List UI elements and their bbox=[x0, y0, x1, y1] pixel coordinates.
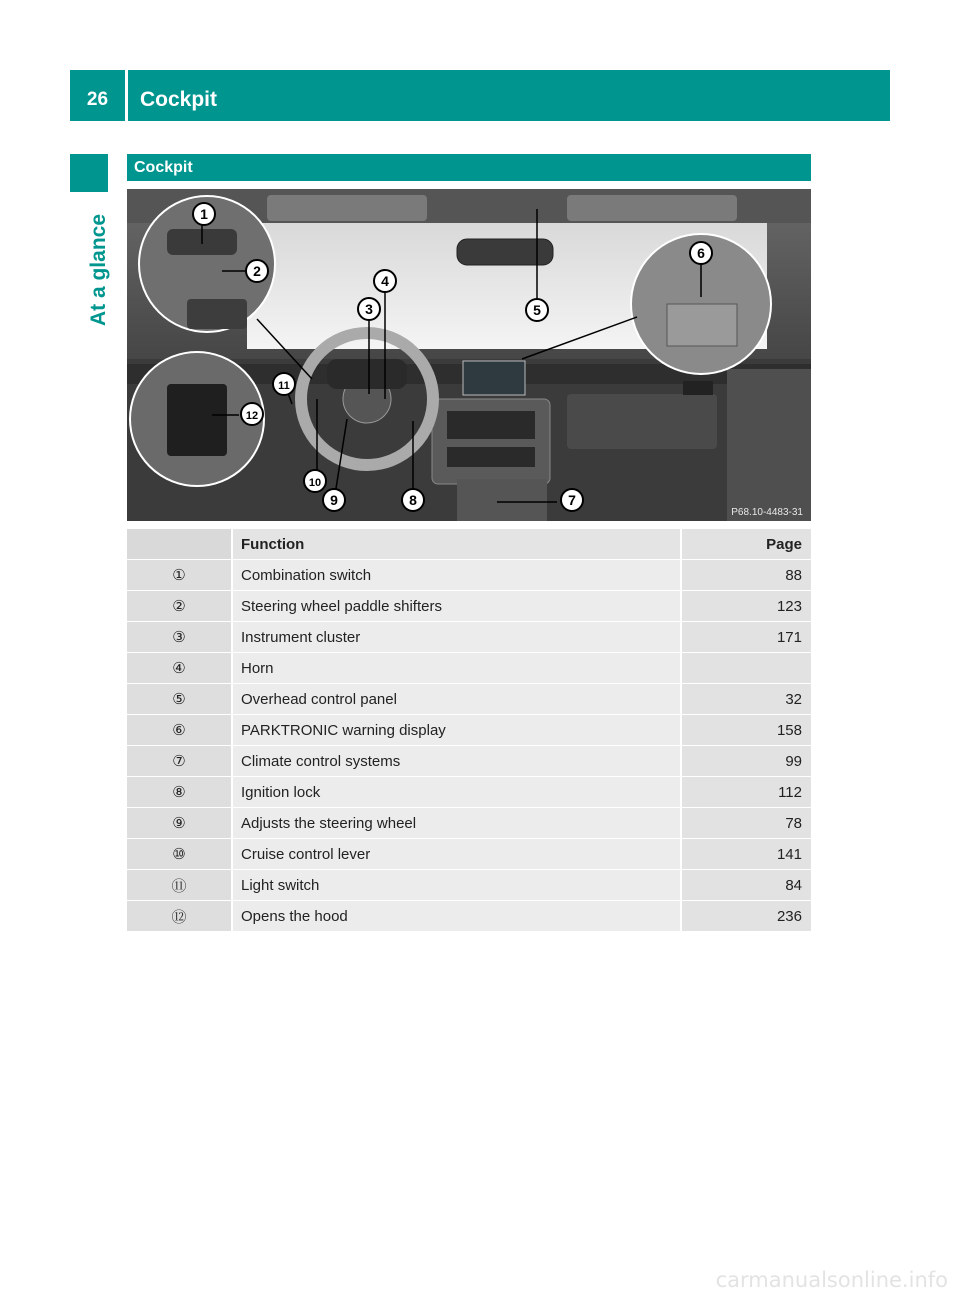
callout-8 bbox=[402, 489, 424, 511]
row-page-link[interactable]: 141 bbox=[682, 839, 811, 870]
row-page-link[interactable]: 84 bbox=[682, 870, 811, 901]
row-number: ③ bbox=[127, 622, 233, 653]
row-page-link[interactable] bbox=[682, 653, 811, 684]
row-number: ⑨ bbox=[127, 808, 233, 839]
callout-5 bbox=[526, 299, 548, 321]
callout-11 bbox=[273, 373, 295, 395]
table-row bbox=[127, 777, 811, 808]
row-page-link[interactable]: 112 bbox=[682, 777, 811, 808]
cockpit-illustration bbox=[127, 189, 811, 521]
row-function: Overhead control panel bbox=[233, 684, 682, 715]
table-row bbox=[127, 591, 811, 622]
row-page-link[interactable]: 78 bbox=[682, 808, 811, 839]
side-tab[interactable] bbox=[82, 200, 116, 340]
sun-visor-left bbox=[267, 195, 427, 221]
header-page: Page bbox=[682, 529, 811, 560]
inset-hood-lever bbox=[167, 384, 227, 456]
callout-12 bbox=[241, 403, 263, 425]
climate-panel bbox=[447, 447, 535, 467]
row-function: Opens the hood bbox=[233, 901, 682, 932]
table-row bbox=[127, 870, 811, 901]
page-number: 26 bbox=[86, 89, 109, 110]
row-number: ⑥ bbox=[127, 715, 233, 746]
table-row bbox=[127, 839, 811, 870]
callout-4-label: 4 bbox=[381, 273, 389, 289]
figure-reference-code: P68.10-4483-31 bbox=[731, 507, 803, 518]
inset-paddle bbox=[187, 299, 247, 329]
callout-6 bbox=[690, 242, 712, 264]
callout-10 bbox=[304, 470, 326, 492]
callout-1-label: 1 bbox=[200, 206, 208, 222]
center-display bbox=[463, 361, 525, 395]
callout-9 bbox=[323, 489, 345, 511]
row-number: ⑦ bbox=[127, 746, 233, 777]
row-number: ⑪ bbox=[127, 870, 233, 901]
glovebox bbox=[567, 394, 717, 449]
row-function: Combination switch bbox=[233, 560, 682, 591]
row-page-link[interactable]: 236 bbox=[682, 901, 811, 932]
row-function: Climate control systems bbox=[233, 746, 682, 777]
row-function: Horn bbox=[233, 653, 682, 684]
row-page-link[interactable]: 123 bbox=[682, 591, 811, 622]
inset-parktronic-display bbox=[667, 304, 737, 346]
callout-11-label: 11 bbox=[278, 380, 290, 392]
callout-5-label: 5 bbox=[533, 302, 541, 318]
table-row bbox=[127, 560, 811, 591]
row-function: Adjusts the steering wheel bbox=[233, 808, 682, 839]
side-marker bbox=[70, 154, 108, 192]
watermark[interactable]: carmanualsonline.info bbox=[715, 1268, 948, 1292]
callout-2-label: 2 bbox=[253, 263, 261, 279]
callout-8-label: 8 bbox=[409, 492, 417, 508]
table-row bbox=[127, 901, 811, 932]
row-page-link[interactable]: 88 bbox=[682, 560, 811, 591]
callout-1 bbox=[193, 203, 215, 225]
section-title: Cockpit bbox=[134, 159, 193, 176]
table-header-row bbox=[127, 529, 811, 560]
callout-3 bbox=[358, 298, 380, 320]
row-function: Light switch bbox=[233, 870, 682, 901]
console-controls bbox=[447, 411, 535, 439]
callout-7 bbox=[561, 489, 583, 511]
row-page-link[interactable]: 32 bbox=[682, 684, 811, 715]
row-number: ⑩ bbox=[127, 839, 233, 870]
table-row bbox=[127, 808, 811, 839]
table-row bbox=[127, 684, 811, 715]
air-vent bbox=[683, 381, 713, 395]
row-page-link[interactable]: 158 bbox=[682, 715, 811, 746]
row-number: ④ bbox=[127, 653, 233, 684]
gear-area bbox=[457, 479, 547, 521]
cockpit-figure bbox=[127, 189, 811, 521]
callout-12-label: 12 bbox=[245, 410, 259, 422]
row-function: Steering wheel paddle shifters bbox=[233, 591, 682, 622]
row-function: Cruise control lever bbox=[233, 839, 682, 870]
row-function: Ignition lock bbox=[233, 777, 682, 808]
header-function: Function bbox=[233, 529, 682, 560]
table-row bbox=[127, 622, 811, 653]
row-number: ⑧ bbox=[127, 777, 233, 808]
row-page-link[interactable]: 99 bbox=[682, 746, 811, 777]
section-bar bbox=[127, 154, 811, 181]
header-divider bbox=[125, 70, 128, 121]
rear-view-mirror bbox=[457, 239, 553, 265]
row-number: ⑫ bbox=[127, 901, 233, 932]
row-function: PARKTRONIC warning display bbox=[233, 715, 682, 746]
row-number: ① bbox=[127, 560, 233, 591]
callout-4 bbox=[374, 270, 396, 292]
function-table bbox=[127, 529, 811, 932]
callout-6-label: 6 bbox=[697, 245, 705, 261]
row-number: ⑤ bbox=[127, 684, 233, 715]
callout-2 bbox=[246, 260, 268, 282]
sun-visor-right bbox=[567, 195, 737, 221]
callout-7-label: 7 bbox=[568, 492, 576, 508]
callout-3-label: 3 bbox=[365, 301, 373, 317]
row-function: Instrument cluster bbox=[233, 622, 682, 653]
callout-10-label: 10 bbox=[308, 477, 322, 489]
side-tab-label: At a glance bbox=[87, 213, 110, 327]
table-row bbox=[127, 653, 811, 684]
row-page-link[interactable]: 171 bbox=[682, 622, 811, 653]
header-number bbox=[127, 529, 233, 560]
row-number: ② bbox=[127, 591, 233, 622]
page-title: Cockpit bbox=[140, 88, 218, 111]
instrument-cluster bbox=[327, 359, 407, 389]
callout-9-label: 9 bbox=[330, 492, 338, 508]
table-row bbox=[127, 746, 811, 777]
table-row bbox=[127, 715, 811, 746]
door-panel bbox=[727, 369, 811, 521]
